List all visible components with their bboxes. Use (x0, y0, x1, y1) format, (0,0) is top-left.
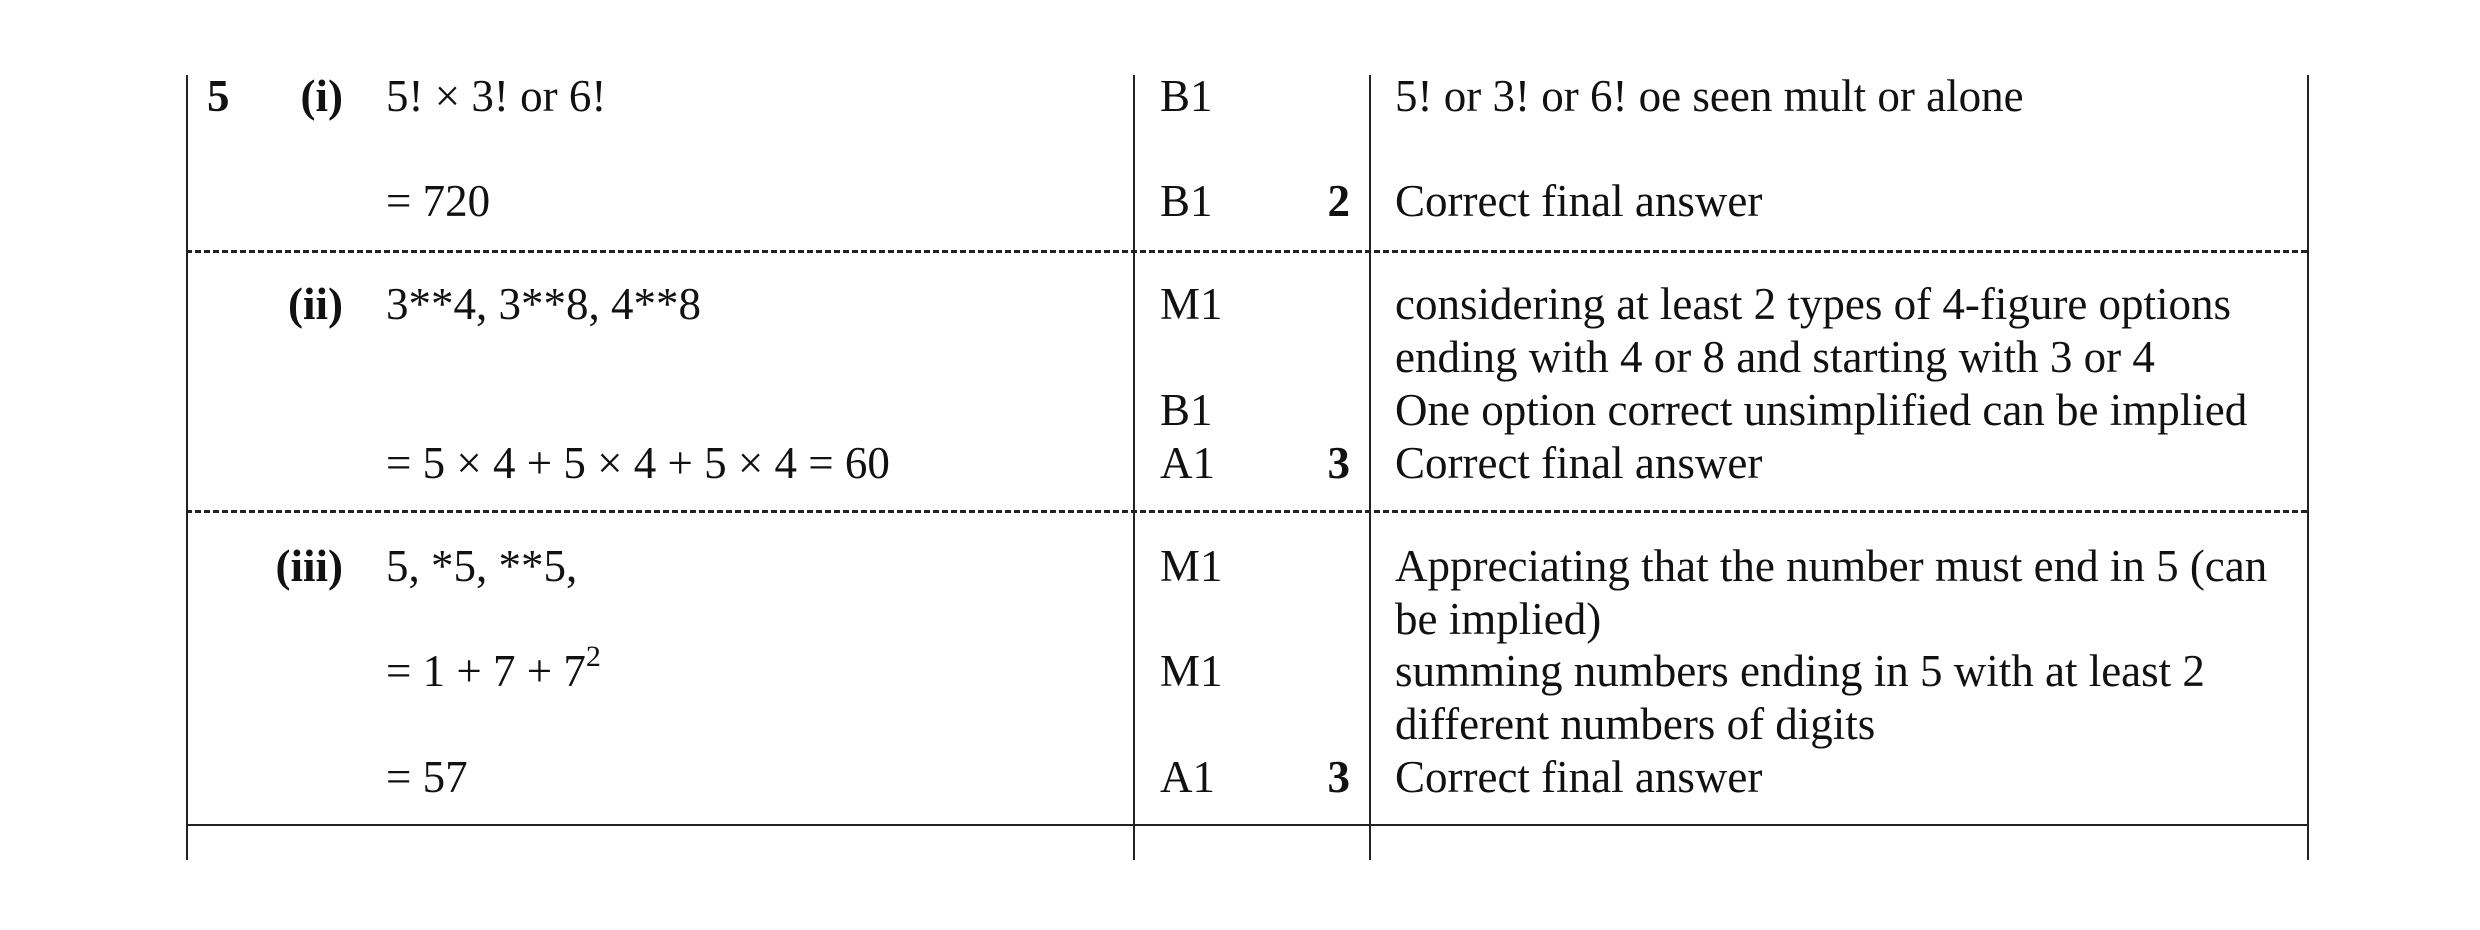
working-line: 5! × 3! or 6! (386, 71, 607, 121)
part-label: (i) (300, 71, 343, 121)
marks-total: 2 (1327, 176, 1350, 226)
working-exponent: 2 (585, 640, 601, 673)
guidance-line: ending with 4 or 8 and starting with 3 or 4 (1395, 332, 2155, 382)
table-border-left (186, 75, 188, 860)
marks-total: 3 (1327, 752, 1350, 802)
working-line: = 57 (386, 752, 468, 802)
mark-code: B1 (1160, 71, 1213, 121)
working-line: = 720 (386, 176, 491, 226)
working-line: = 5 × 4 + 5 × 4 + 5 × 4 = 60 (386, 438, 890, 488)
table-divider-answer (1133, 75, 1135, 860)
mark-code: M1 (1160, 279, 1223, 329)
part-label: (ii) (288, 279, 343, 329)
mark-code: A1 (1160, 752, 1215, 802)
guidance-line: One option correct unsimplified can be implied (1395, 385, 2248, 435)
guidance-line: considering at least 2 types of 4-figure options (1395, 279, 2232, 329)
mark-code: M1 (1160, 541, 1223, 591)
table-bottom-rule (186, 824, 2307, 826)
mark-code: A1 (1160, 438, 1215, 488)
guidance-line: Correct final answer (1395, 176, 1763, 226)
guidance-line: Appreciating that the number must end in 5 (can (1395, 541, 2268, 591)
part-label: (iii) (275, 541, 343, 591)
guidance-line: 5! or 3! or 6! oe seen mult or alone (1395, 71, 2024, 121)
guidance-line: be implied) (1395, 594, 1602, 644)
guidance-line: Correct final answer (1395, 752, 1763, 802)
working-line (386, 640, 601, 698)
table-divider-marks (1369, 75, 1371, 860)
guidance-line: Correct final answer (1395, 438, 1763, 488)
working-line: 5, *5, **5, (386, 541, 578, 591)
question-number: 5 (207, 71, 230, 121)
part-separator-i-ii (186, 250, 2307, 253)
mark-code: B1 (1160, 176, 1213, 226)
part-separator-ii-iii (186, 510, 2307, 513)
mark-code: M1 (1160, 646, 1223, 696)
working-line: 3**4, 3**8, 4**8 (386, 279, 701, 329)
table-border-right (2307, 75, 2309, 860)
guidance-line: different numbers of digits (1395, 699, 1876, 749)
guidance-line: summing numbers ending in 5 with at least 2 (1395, 646, 2205, 696)
marks-total: 3 (1327, 438, 1350, 488)
working-base: = 1 + 7 + 7 (386, 646, 586, 696)
mark-code: B1 (1160, 385, 1213, 435)
